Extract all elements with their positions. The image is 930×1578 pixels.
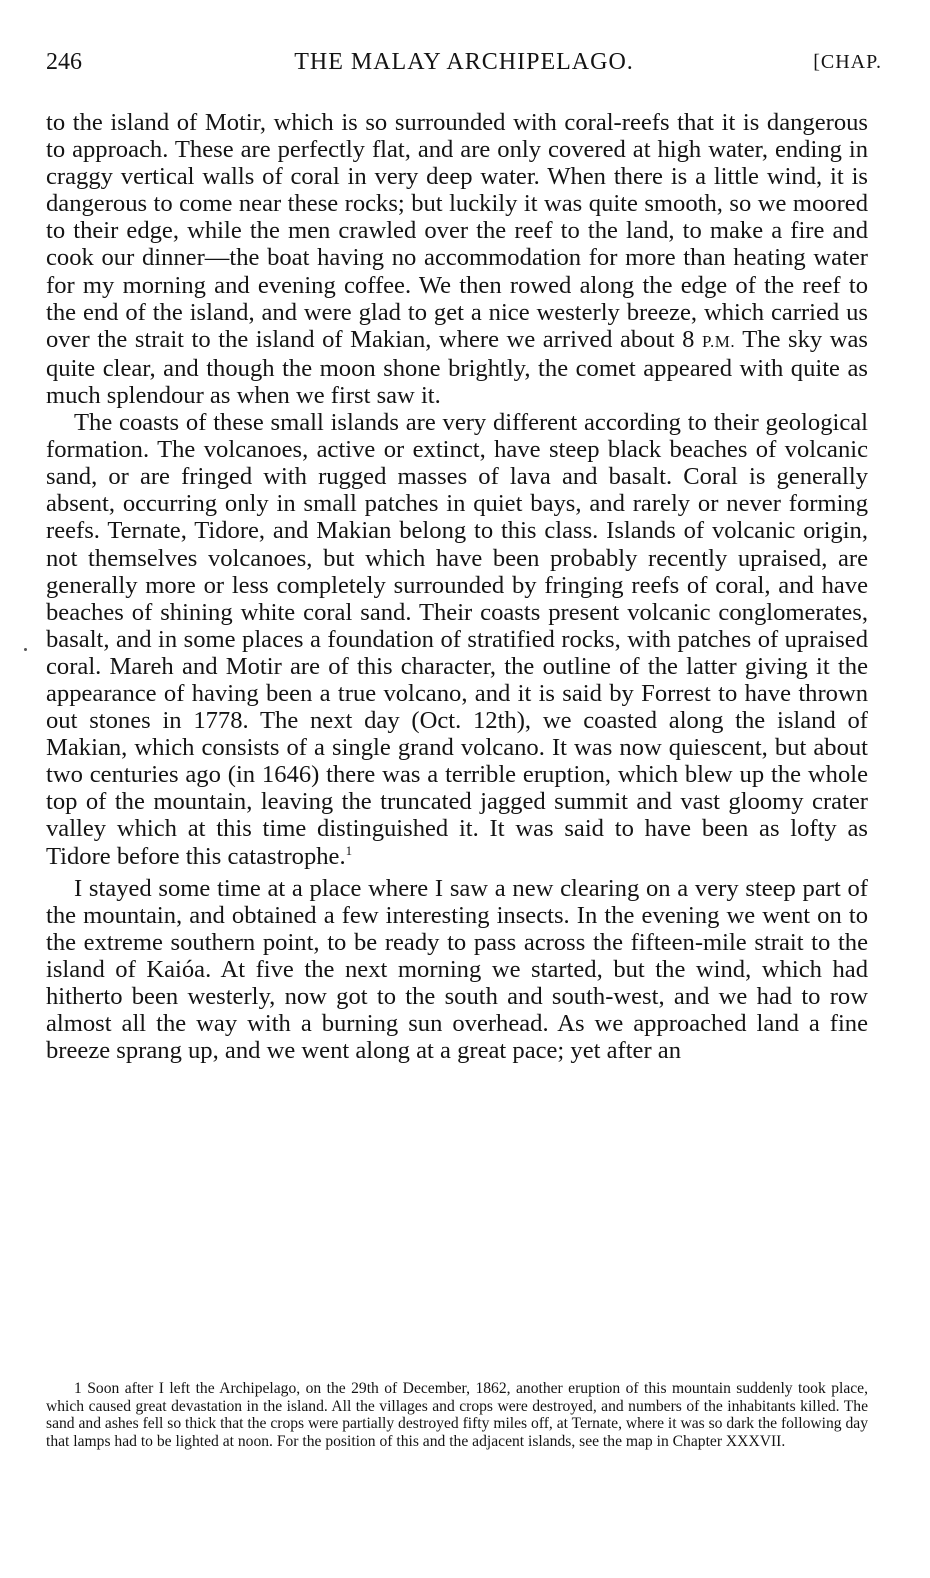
body-text — [46, 109, 868, 1064]
chapter-mark: [CHAP. — [813, 51, 882, 73]
footnote-text: Soon after I left the Archipelago, on the 29th of December, 1862, another eruption of this mountain suddenly took place, which caused great devastation in the island. All the villages and crops were destroyed, and numbers of the inhabitants killed. The sand and ashes fell so thick that the crops were partially destroyed fifty miles off, at Ternate, where it was so dark the following day that lamps had to be lighted at noon. For the position of this and the adjacent islands, see the map in Chapter XXXVII. — [46, 1380, 868, 1450]
running-head: THE MALAY ARCHIPELAGO. — [294, 49, 634, 75]
paragraph-2-text: The coasts of these small islands are very different according to their geological formation. The volcanoes, active or extinct, have steep black beaches of volcanic sand, or are fringed with rugged masses of lava and basalt. Coral is generally absent, occurring only in small patches in quiet bays, and rarely or never forming reefs. Ternate, Tidore, and Makian belong to this class. Islands of volcanic origin, not themselves volcanoes, but which have been probably recently upraised, are generally more or less completely surrounded by fringing reefs of coral, and have beaches of shining white coral sand. Their coasts present volcanic conglomerates, basalt, and in some places a foundation of stratified rocks, with patches of upraised coral. Mareh and Motir are of this character, the outline of the latter giving it the appearance of having been a true volcano, and it is said by Forrest to have thrown out stones in 1778. The next day (Oct. 12th), we coasted along the island of Makian, which consists of a single grand volcano. It was now quiescent, but about two centuries ago (in 1646) there was a terrible eruption, which blew up the whole top of the mountain, leaving the truncated jagged summit and vast gloomy crater valley which at this time distinguished it. It was said to have been as lofty as Tidore before this catastrophe. — [46, 409, 868, 870]
footnote-marker: 1 — [74, 1380, 82, 1397]
paragraph-3 — [46, 875, 868, 1065]
time-mark: P.M. — [701, 331, 736, 351]
margin-speck — [24, 648, 27, 651]
paragraph-1-text-end: The sky was quite clear, and though the moon shone brightly, the comet appeared with quite as much splendour as when we first saw it. — [46, 325, 868, 409]
paragraph-2 — [46, 409, 868, 870]
paragraph-1 — [46, 109, 868, 409]
paragraph-3-text: I stayed some time at a place where I saw a new clearing on a very steep part of the mountain, and obtained a few interesting insects. In the evening we went on to the extreme southern point, to be ready to pass across the fifteen-mile strait to the island of Kaióa. At five the next morning we started, but the wind, which had hitherto been westerly, now got to the south and south-west, and we had to row almost all the way with a burning sun overhead. As we approached land a fine breeze sprang up, and we went along at a great pace; yet after an — [46, 874, 868, 1065]
footnote — [46, 1380, 868, 1450]
paragraph-1-text: to the island of Motir, which is so surrounded with coral-reefs that it is dangerous to approach. These are perfectly flat, and are only covered at high water, ending in craggy vertical walls of coral in very deep water. When there is a little wind, it is dangerous to come near these rocks; but luckily it was quite smooth, so we moored to their edge, while the men crawled over the reef to the land, to make a fire and cook our dinner—the boat having no accommodation for more than heating water for my morning and evening coffee. We then rowed along the edge of the reef to the end of the island, and were glad to get a nice westerly breeze, which carried us over the strait to the island of Makian, where we arrived about 8 — [46, 109, 868, 353]
page-header — [46, 46, 882, 78]
page-number: 246 — [46, 49, 82, 75]
footnote-reference: 1 — [345, 842, 353, 858]
